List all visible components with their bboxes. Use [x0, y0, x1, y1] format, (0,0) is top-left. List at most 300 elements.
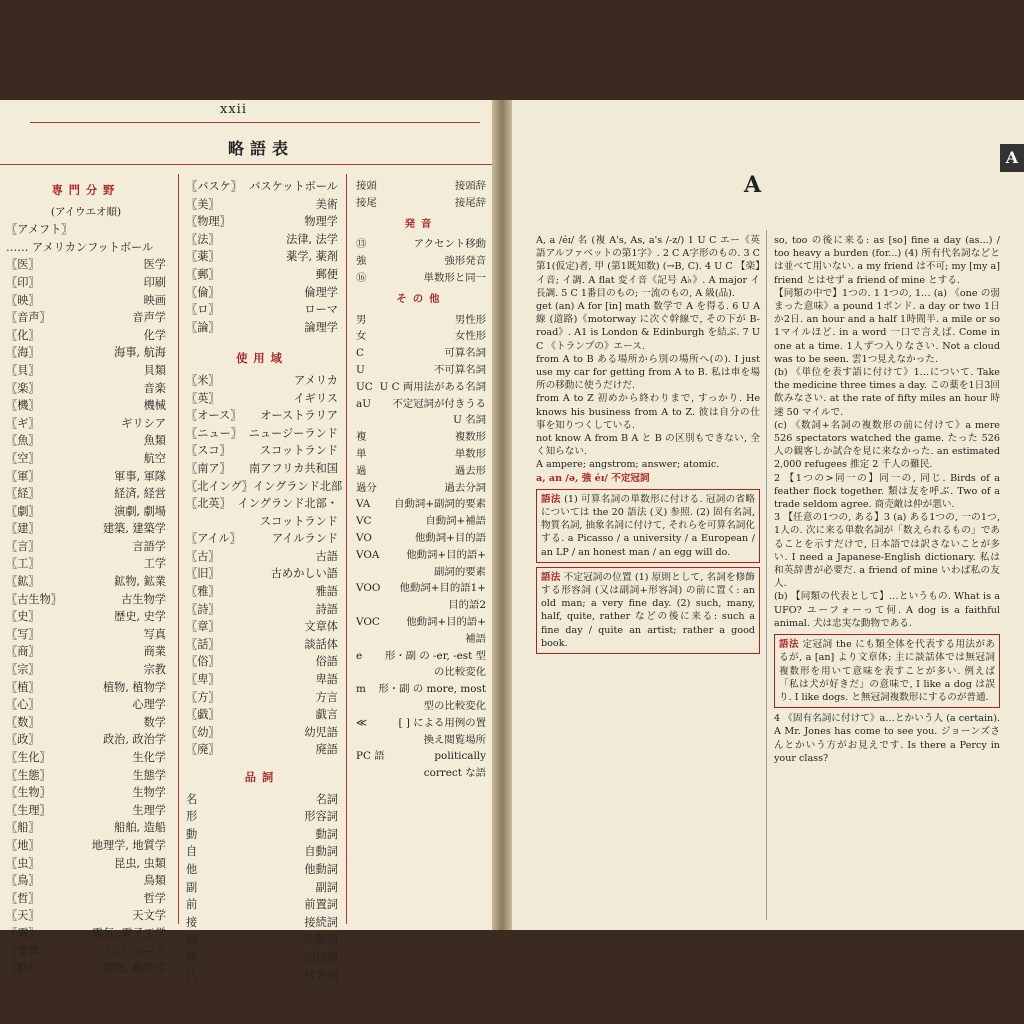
abbreviation-row — [186, 879, 338, 897]
abbreviation-meaning: 魚類 — [143, 434, 166, 448]
abbreviation: 〖スコ〗 — [186, 444, 231, 458]
entry-column-left — [536, 234, 760, 658]
abbreviation-row — [356, 328, 486, 345]
abbreviation-row — [186, 931, 338, 949]
abbreviation-row — [186, 425, 338, 443]
abbreviation-row — [6, 802, 166, 820]
abbreviation: VA — [356, 498, 371, 511]
abbreviation-meaning: U 名詞 — [453, 414, 486, 427]
abbreviation: 過 — [356, 464, 367, 477]
abbreviation: 〖経〗 — [6, 487, 40, 501]
book-gutter — [492, 100, 512, 930]
abbreviation-meaning: 映画 — [143, 293, 166, 307]
abbreviation-row — [186, 196, 338, 214]
abbreviation-meaning: 前置詞 — [304, 898, 338, 912]
abbreviation-meaning: 貝類 — [143, 363, 166, 377]
abbreviation-row — [186, 284, 338, 302]
abbreviation-row — [6, 784, 166, 802]
abbreviation: 〖船〗 — [6, 821, 40, 835]
abbreviation: 〖アイル〗 — [186, 532, 241, 546]
abbreviation: 〖生態〗 — [6, 768, 51, 782]
abbreviation-row — [6, 503, 166, 521]
abbreviation-row — [356, 362, 486, 379]
abbreviation: UC — [356, 380, 373, 393]
abbreviation-meaning: 副詞的要素 — [434, 565, 486, 578]
entry-text: from A to B ある場所から別の場所へ(の). I just use my car for getting from A to B. 私は車を場所の移動に使うだけだ. — [536, 353, 760, 392]
abbreviation-meaning: 複数形 — [454, 431, 486, 444]
abbreviation-row — [356, 648, 486, 665]
abbreviation-row — [356, 429, 486, 446]
abbreviation-row — [6, 661, 166, 679]
abbreviation: 〖法〗 — [186, 232, 220, 246]
abbreviation: 〖俗〗 — [186, 655, 220, 669]
abbreviation-meaning: 経済, 経営 — [114, 487, 166, 501]
abbreviation: 接頭 — [356, 180, 377, 192]
abbreviation: 〖詩〗 — [186, 602, 220, 616]
abbreviation-meaning: 論理学 — [304, 320, 338, 334]
abbreviation: 〖幼〗 — [186, 725, 220, 739]
section-heading-other: その他 — [396, 292, 446, 305]
section-subheading: (アイウエオ順) — [50, 205, 122, 218]
abbreviation-meaning: 他動詞 — [304, 862, 338, 876]
abbreviation: 前 — [186, 898, 198, 912]
abbreviation: 〖物理〗 — [186, 215, 231, 229]
abbreviation: 〖植〗 — [6, 680, 40, 694]
abbreviation-meaning: 電気, 電子工学 — [91, 926, 166, 940]
abbreviation-row — [6, 468, 166, 486]
abbreviation-row — [186, 653, 338, 671]
abbreviation-row — [186, 460, 338, 478]
usage-note-label: 語法 — [541, 571, 561, 583]
abbreviation-row — [186, 548, 338, 566]
abbreviation-row — [6, 714, 166, 732]
abbreviation: 〖古〗 — [186, 549, 220, 563]
abbreviation-meaning: 形容詞 — [304, 810, 338, 824]
abbreviation-meaning: バスケットボール — [249, 180, 338, 193]
abbreviation-meaning: 間投詞 — [304, 950, 338, 964]
abbreviation-meaning: 談話体 — [304, 637, 338, 651]
abbreviation-row — [186, 301, 338, 319]
abbreviation-row — [6, 679, 166, 697]
abbreviation-meaning: ギリシア — [121, 416, 166, 430]
abbreviation: 〖郵〗 — [186, 267, 220, 281]
abbreviation-meaning: 法律, 法学 — [286, 232, 338, 246]
entry-text: not know A from B A と B の区別もできない, 全く知らない. — [536, 433, 760, 458]
abbreviation-meaning: 物理学 — [304, 215, 338, 229]
abbreviation-meaning: ニュージーランド — [248, 426, 338, 440]
abbreviation: 〖政〗 — [6, 733, 40, 747]
abbreviation: 接 — [186, 915, 198, 929]
abbreviation-meaning: 方言 — [315, 690, 338, 704]
abbreviation-meaning: スコットランド — [259, 514, 338, 528]
abbreviation: 〖天〗 — [6, 909, 40, 923]
column-misc — [356, 178, 486, 782]
abbreviation-meaning: 補語 — [465, 632, 486, 645]
abbreviation-meaning: [ ] による用例の置 — [398, 716, 486, 729]
abbreviation: 間 — [186, 950, 198, 964]
abbreviation-meaning: politically — [434, 750, 486, 763]
abbreviation-meaning: 機械 — [143, 399, 166, 413]
column-usage — [186, 178, 343, 984]
abbreviation-row — [6, 890, 166, 908]
abbreviation: 名 — [186, 792, 198, 806]
abbreviation-row — [356, 446, 486, 463]
abbreviation: 〖廃〗 — [186, 743, 220, 757]
abbreviation: 〖哲〗 — [6, 891, 40, 905]
abbreviation-row — [186, 266, 338, 284]
abbreviation: 動 — [186, 827, 198, 841]
abbreviation-row — [356, 480, 486, 497]
abbreviation: 強 — [356, 255, 367, 268]
entry-text: 3 【任意の1つの, ある】3 (a) ある1つの, 一の1つ, 1人の. 次に来る単数名詞が「数えられるもの」であることを示すだけで, 日本語では訳さないことが多い. I need a Japanese-English dictionary. 私は和英辞書が必要だ. a friend of mine いわば私の友人. — [774, 512, 1000, 590]
entry-text: (c) 《数詞+名詞の複数形の前に付けて》a mere 526 spectators watched the game. たった 526 人の観客しか試合を見に来なかった. an estimated 2,000 refugees 推定 2 千人の難民. — [774, 419, 1000, 471]
abbreviation: 〖話〗 — [186, 637, 220, 651]
abbreviation-meaning: ローマ — [304, 303, 338, 317]
abbreviation: 〖薬〗 — [186, 250, 220, 264]
entry-text: (b) 【同類の代表として】…というもの. What is a UFO? ユーフォーって何. A dog is a faithful animal. 犬は忠実な動物である. — [774, 591, 1000, 629]
abbreviation-row — [186, 583, 338, 601]
abbreviation-row — [6, 925, 166, 943]
page-title: 略語表 — [228, 139, 295, 158]
abbreviation-meaning: 接続詞 — [304, 915, 338, 929]
abbreviation-meaning: 自動詞 — [304, 845, 338, 859]
abbreviation-row — [186, 826, 338, 844]
abbreviation: 〖軍〗 — [6, 469, 40, 483]
abbreviation-meaning: 単数形 — [454, 447, 486, 460]
abbreviation-row — [186, 724, 338, 742]
abbreviation-meaning: 自動詞+補語 — [425, 515, 486, 528]
abbreviation-row — [356, 681, 486, 698]
abbreviation: 過分 — [356, 481, 377, 494]
abbreviation-meaning: 助動詞 — [304, 933, 338, 947]
abbreviation-row — [6, 943, 166, 961]
abbreviation-meaning: スコットランド — [259, 444, 338, 458]
abbreviation-row — [356, 597, 486, 614]
abbreviation-meaning: 戯言 — [315, 708, 338, 722]
abbreviation-row — [6, 450, 166, 468]
abbreviation: 〖北イング〗 — [186, 479, 253, 493]
abbreviation-row — [6, 643, 166, 661]
abbreviation-meaning: 宗教 — [143, 663, 166, 677]
abbreviation: 〖美〗 — [186, 197, 220, 211]
left-page — [0, 100, 492, 982]
column-rule — [766, 230, 767, 920]
abbreviation: 〖旧〗 — [186, 567, 220, 581]
abbreviation-meaning: 音楽 — [143, 381, 166, 395]
abbreviation-meaning: 生理学 — [132, 803, 166, 817]
abbreviation: 複 — [356, 431, 367, 444]
abbreviation: 〖史〗 — [6, 610, 40, 624]
abbreviation-row — [6, 274, 166, 292]
abbreviation: 形 — [186, 810, 198, 824]
abbreviation-row — [186, 390, 338, 408]
abbreviation: 〖宗〗 — [6, 663, 40, 677]
abbreviation: VOO — [356, 582, 381, 595]
abbreviation-row — [186, 861, 338, 879]
abbreviation-row — [6, 591, 166, 609]
abbreviation-row — [6, 907, 166, 925]
abbreviation-meaning: 美術 — [315, 197, 338, 211]
abbreviation-meaning: イングランド北部 — [252, 479, 343, 493]
abbreviation-row — [6, 837, 166, 855]
abbreviation: 〖生物〗 — [6, 786, 51, 800]
abbreviation-meaning: correct な語 — [423, 767, 486, 780]
entry-text: 4 《固有名詞に付けて》a…とかいう人 (a certain). A Mr. Jones has come to see you. ジョーンズさんとかいう方がお見えです. Is there a Percy in your class? — [774, 713, 1000, 764]
abbreviation-row — [6, 555, 166, 573]
abbreviation-meaning: 名詞 — [315, 792, 338, 806]
abbreviation-meaning: 強形発音 — [444, 255, 486, 268]
abbreviation-row — [186, 442, 338, 460]
usage-note-text: 定冠詞 the にも類全体を代表する用法があるが, a [an] より文章体; 主に談話体では無冠詞複数形を用いて意味を表すことが多い. 例えば「私は犬が好きだ」の意味で, I like a dog は誤り. I like dogs. と無冠詞複数形にするのが普通. — [779, 639, 996, 703]
abbreviation: 〖虫〗 — [6, 856, 40, 870]
abbreviation: 他 — [186, 862, 198, 876]
abbreviation-meaning: 自動詞+副詞的要素 — [394, 498, 486, 511]
abbreviation-meaning: イングランド北部・ — [237, 497, 338, 511]
abbreviation-meaning: 男性形 — [454, 313, 486, 326]
abbreviation-meaning: 鉱物, 鉱業 — [114, 575, 166, 589]
abbreviation-row — [6, 292, 166, 310]
abbreviation: m — [356, 683, 366, 696]
abbreviation-meaning: 言語学 — [132, 539, 166, 553]
abbreviation-meaning: 接頭辞 — [454, 180, 486, 192]
abbreviation-row — [6, 538, 166, 556]
abbreviation: 単 — [356, 447, 367, 460]
abbreviation-row — [6, 239, 166, 257]
abbreviation-row — [186, 478, 343, 496]
abbreviation-row — [186, 618, 338, 636]
letter-heading: A — [744, 172, 762, 198]
abbreviation-row — [356, 345, 486, 362]
abbreviation-row — [6, 309, 166, 327]
abbreviation: 〖南ア〗 — [186, 461, 231, 475]
abbreviation-meaning: 不定冠詞が付きうる — [392, 397, 486, 410]
abbreviation-row — [6, 573, 166, 591]
abbreviation-meaning: 副詞 — [315, 880, 338, 894]
abbreviation-row — [6, 960, 166, 978]
section-heading-pronunciation: 発音 — [404, 217, 438, 230]
abbreviation-row — [6, 520, 166, 538]
abbreviation-meaning: 接尾辞 — [454, 196, 486, 209]
abbreviation: 〖言〗 — [6, 539, 40, 553]
abbreviation-meaning: イギリス — [293, 391, 338, 405]
abbreviation-row — [356, 698, 486, 715]
column-specialty — [6, 178, 166, 978]
abbreviation-meaning: 文章体 — [304, 620, 338, 634]
abbreviation-row — [356, 614, 486, 631]
abbreviation-meaning: 化学 — [143, 328, 166, 342]
abbreviation: 代 — [186, 968, 198, 982]
column-rule-1 — [178, 174, 179, 924]
abbreviation: 〖音声〗 — [6, 311, 51, 325]
abbreviation-meaning: 俗語 — [315, 655, 338, 669]
abbreviation-meaning: 他動詞+目的語+ — [406, 548, 486, 561]
usage-note-text: (1) 可算名詞の単数形に付ける. 冠詞の省略については the 20 語法 (叉) 参照. (2) 固有名詞, 物質名詞, 抽象名詞に付けて, それらを可算名詞化する. a Picasso / a university / a European / an LP / an honest man / an egg will do. — [541, 493, 755, 558]
abbreviation-row — [186, 565, 338, 583]
abbreviation-row — [356, 463, 486, 480]
abbreviation: 〖倫〗 — [186, 285, 220, 299]
abbreviation-row — [186, 178, 338, 196]
abbreviation-row — [6, 696, 166, 714]
abbreviation: 〖劇〗 — [6, 504, 40, 518]
abbreviation: VOC — [356, 615, 380, 628]
abbreviation-meaning: 代名詞 — [304, 968, 338, 982]
abbreviation-row — [356, 631, 486, 648]
entry-text: so, too の後に来る: as [so] fine a day (as...) / too heavy a burden (for...) (4) 所有代名詞などとは並べて用いない. a my friend は不可; my [my a] friend とはせず a friend of mine とする. — [774, 235, 1000, 286]
abbreviation-meaning: アクセント移動 — [413, 238, 486, 251]
title-rule — [0, 164, 492, 165]
abbreviation: ≪ — [356, 716, 367, 729]
abbreviation-row — [6, 327, 166, 345]
abbreviation: PC 語 — [356, 750, 385, 763]
abbreviation-row — [6, 362, 166, 380]
abbreviation-meaning: 倫理学 — [304, 285, 338, 299]
usage-note-label: 語法 — [779, 639, 800, 651]
section-heading-parts-of-speech: 品詞 — [244, 770, 280, 784]
abbreviation-row — [356, 412, 486, 429]
abbreviation-row — [6, 221, 166, 239]
abbreviation-meaning: 天文学 — [132, 909, 166, 923]
abbreviation-meaning: 形・副 の -er, -est 型 — [384, 649, 486, 662]
abbreviation: 〖米〗 — [186, 373, 220, 387]
abbreviation: aU — [356, 397, 371, 410]
abbreviation-meaning: 歴史, 史学 — [114, 610, 166, 624]
abbreviation-meaning: 可算名詞 — [444, 347, 486, 360]
abbreviation-row — [186, 671, 338, 689]
abbreviation: …… アメリカンフットボール — [6, 240, 154, 254]
abbreviation-row — [186, 231, 338, 249]
abbreviation: 〖心〗 — [6, 698, 40, 712]
abbreviation-meaning: 船舶, 造船 — [114, 821, 166, 835]
abbreviation-meaning: 形・副 の more, most — [378, 683, 486, 696]
abbreviation: 〖卑〗 — [186, 673, 220, 687]
abbreviation-meaning: 詩語 — [315, 602, 338, 616]
abbreviation-row — [6, 344, 166, 362]
abbreviation-row — [186, 914, 338, 932]
abbreviation: 〖電算〗 — [6, 944, 51, 958]
abbreviation: 〖章〗 — [186, 620, 220, 634]
abbreviation-row — [6, 397, 166, 415]
abbreviation-meaning: 型の比較変化 — [423, 699, 486, 712]
abbreviation-row — [356, 195, 486, 212]
abbreviation-meaning: 過去分詞 — [444, 481, 486, 494]
usage-note-label: 語法 — [541, 493, 561, 505]
abbreviation: 〖オース〗 — [186, 409, 242, 423]
abbreviation-meaning: コンピュータ — [98, 944, 166, 958]
abbreviation: 〖商〗 — [6, 645, 40, 659]
abbreviation: 〖医〗 — [6, 258, 40, 272]
abbreviation-row — [6, 855, 166, 873]
abbreviation-meaning: オーストラリア — [260, 409, 338, 423]
abbreviation: 〖方〗 — [186, 690, 220, 704]
abbreviation-meaning: 換え閲覧場所 — [423, 733, 486, 746]
abbreviation-meaning: 政治, 政治学 — [102, 733, 166, 747]
abbreviation-row — [356, 236, 486, 253]
abbreviation-meaning: 建築, 建築学 — [102, 522, 166, 536]
abbreviation-row — [6, 380, 166, 398]
abbreviation-row — [6, 608, 166, 626]
abbreviation: e — [356, 649, 363, 662]
abbreviation-row — [186, 636, 338, 654]
section-heading-specialty: 専門分野 — [51, 183, 121, 197]
abbreviation-meaning: 地理学, 地質学 — [91, 838, 166, 852]
abbreviation: 〖貝〗 — [6, 363, 40, 377]
abbreviation-row — [356, 732, 486, 749]
abbreviation-row — [186, 896, 338, 914]
entry-text: A ampere; angstrom; answer; atomic. — [536, 459, 720, 471]
abbreviation-row — [356, 396, 486, 413]
abbreviation-row — [356, 748, 486, 765]
abbreviation-meaning: 音声学 — [132, 311, 166, 325]
abbreviation: 〖論〗 — [186, 320, 220, 334]
abbreviation-meaning: 心理学 — [132, 698, 166, 712]
abbreviation-meaning: 工学 — [143, 557, 166, 571]
abbreviation-row — [356, 547, 486, 564]
abbreviation-row — [6, 432, 166, 450]
abbreviation-row — [356, 580, 486, 597]
abbreviation: 自 — [186, 845, 198, 859]
entry-headword: a, an /ə, 強 éɪ/ 不定冠詞 — [536, 472, 650, 484]
abbreviation-row — [186, 791, 338, 809]
abbreviation: 〖地〗 — [6, 838, 40, 852]
abbreviation: 〖機〗 — [6, 399, 40, 413]
abbreviation-meaning: 不可算名詞 — [434, 363, 486, 376]
entry-text: A, a /éɪ/ 名 (複 A's, As, a's /-z/) 1 U C エー《英語アルファベットの第1字》. 2 C A字形のもの. 3 C 第1(仮定)者, 甲 (第1既知数) (→B, C). 4 U C 【楽】イ音; イ調. A flat 変イ音《記号 A♭》. A major イ長調. 5 C 1番目のもの; 一流のもの, A 級(品). — [536, 235, 760, 299]
abbreviation: 〖ロ〗 — [186, 303, 220, 317]
abbreviation-meaning: 写真 — [143, 627, 166, 641]
abbreviation-row — [356, 253, 486, 270]
abbreviation-meaning: アイルランド — [271, 532, 338, 546]
abbreviation: 〖動〗 — [6, 962, 40, 976]
thumb-index-tab: A — [1000, 144, 1024, 172]
abbreviation-meaning: の比較変化 — [434, 666, 486, 679]
entry-text: get (an) A for [in] math 数学で A を得る. 6 U A 線 (道路)《motorway に次ぐ幹線で, その下が B-road》. A1 is London & Edinburgh を結ぶ. 7 U C 《トランプの》エース. — [536, 301, 760, 352]
abbreviation: 〖鉱〗 — [6, 575, 40, 589]
abbreviation-meaning: 航空 — [143, 451, 166, 465]
abbreviation-meaning: 他動詞+目的語1+ — [399, 582, 486, 595]
abbreviation: 〖生化〗 — [6, 751, 51, 764]
abbreviation-meaning: 医学 — [143, 258, 166, 272]
abbreviation: C — [356, 347, 364, 360]
usage-note-box — [774, 634, 1000, 708]
entry-text: 2 【1つの>同一の】同一の, 同じ. Birds of a feather flock together. 類は友を呼ぶ. Two of a trade seldom agree. 商売敵は仲が悪い. — [774, 472, 1000, 511]
right-page — [512, 100, 1024, 930]
abbreviation-row — [356, 513, 486, 530]
entry-column-right — [774, 234, 1000, 765]
abbreviation-meaning: 動詞 — [315, 827, 338, 841]
abbreviation: 〖アメフト〗 — [6, 223, 73, 237]
abbreviation-row — [6, 731, 166, 749]
abbreviation: 〖建〗 — [6, 522, 40, 536]
abbreviation-meaning: 郵便 — [315, 267, 338, 281]
usage-note-box — [536, 489, 760, 563]
abbreviation-row — [186, 407, 338, 425]
abbreviation-row — [186, 319, 338, 337]
abbreviation-row — [356, 178, 486, 195]
entry-text: (b) 《単位を表す語に付けて》1…について. Take the medicine three times a day. この薬を1日3回飲みなさい. at the rate of fifty miles an hour 時速 50 マイルで. — [774, 367, 1000, 418]
abbreviation: 〖数〗 — [6, 715, 40, 729]
section-heading-usage: 使用域 — [236, 351, 288, 366]
abbreviation-meaning: 古めかしい語 — [270, 567, 338, 581]
abbreviation-row — [186, 689, 338, 707]
usage-note-text: 不定冠詞の位置 (1) 原則として, 名詞を修飾する形容詞 (又は副詞+形容詞) の前に置く: an old man; a very fine day. (2) such, many, half, quite, rather などの後に来る: such a fine day / quite an artist; rather a good book. — [541, 571, 755, 649]
abbreviation: 〖映〗 — [6, 293, 40, 307]
abbreviation: 〖生理〗 — [6, 803, 51, 817]
entry-text: from A to Z 初めから終わりまで, すっかり. He knows his business from A to Z. 彼は自分の仕事を知りつくしている. — [536, 393, 760, 431]
abbreviation: VOA — [356, 548, 380, 561]
abbreviation-row — [356, 270, 486, 287]
abbreviation: 〖雅〗 — [186, 585, 220, 599]
abbreviation: 男 — [356, 313, 367, 326]
